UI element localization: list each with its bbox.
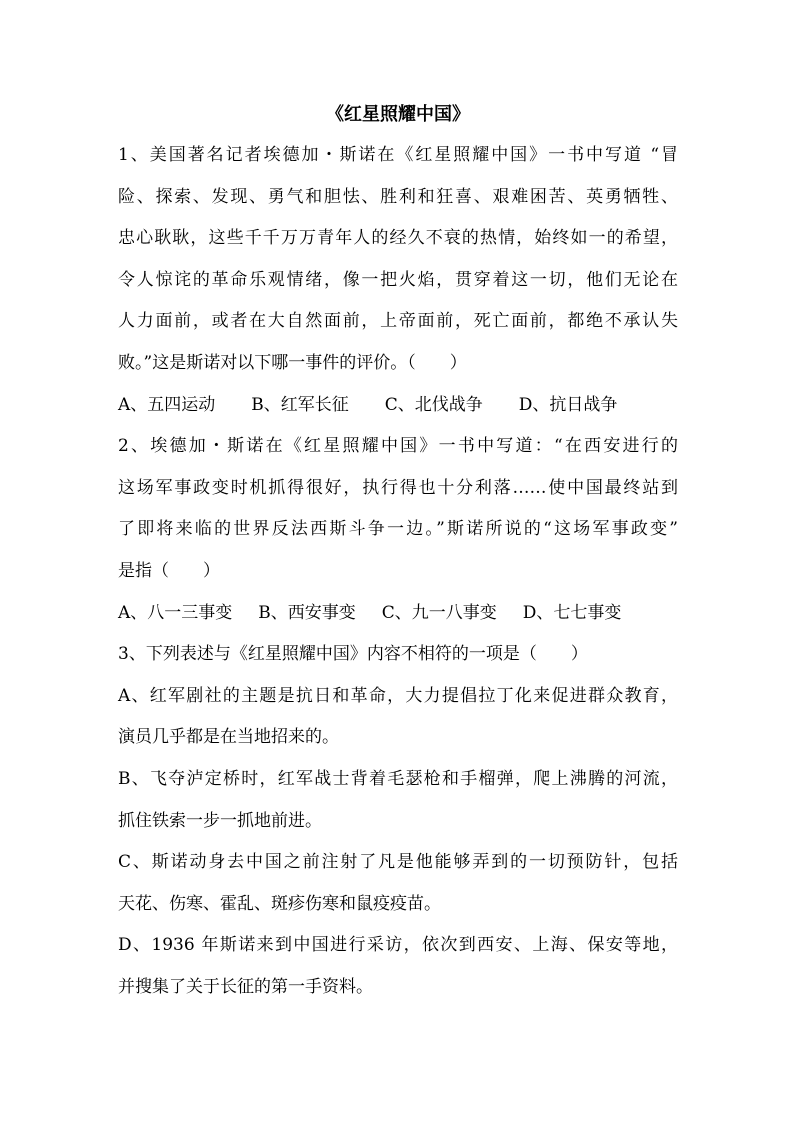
question-2-line-2: 这场军事政变时机抓得很好，执行得也十分利落……使中国最终站到 [118, 477, 678, 498]
question-1-options [118, 385, 678, 427]
question-2-line-3: 了即将来临的世界反法西斯斗争一边。”斯诺所说的“这场军事政变” [118, 519, 678, 540]
question-2-line-1: 2、埃德加・斯诺在《红星照耀中国》一书中写道：“在西安进行的 [118, 436, 678, 457]
question-1-option-a: A、五四运动 [118, 394, 216, 415]
question-2 [118, 426, 678, 634]
question-3-line-2: A、红军剧社的主题是抗日和革命，大力提倡拉丁化来促进群众教育， [118, 685, 678, 706]
question-1-line-1: 1、美国著名记者埃德加・斯诺在《红星照耀中国》一书中写道 “冒 [118, 145, 678, 165]
question-1-line-6: 败。”这是斯诺对以下哪一事件的评价。（ ） [118, 352, 467, 373]
question-1-option-d: D、抗日战争 [518, 394, 618, 415]
document-page [118, 95, 678, 1008]
question-3-line-9: 并搜集了关于长征的第一手资料。 [118, 976, 373, 997]
question-1 [118, 135, 678, 426]
question-1-option-c: C、北伐战争 [384, 394, 483, 415]
question-3-line-1: 3、下列表述与《红星照耀中国》内容不相符的一项是（ ） [118, 644, 588, 665]
question-1-line-5: 人力面前，或者在大自然面前，上帝面前，死亡面前，都绝不承认失 [118, 311, 678, 332]
question-1-line-3: 忠心耿耿，这些千千万万青年人的经久不衰的热情，始终如一的希望， [118, 228, 678, 249]
question-3-line-3: 演员几乎都是在当地招来的。 [118, 727, 339, 748]
question-3-line-7: 天花、伤寒、霍乱、斑疹伤寒和鼠疫疫苗。 [118, 893, 441, 914]
question-2-option-d: D、七七事变 [522, 602, 622, 623]
question-1-line-4: 令人惊诧的革命乐观情绪，像一把火焰，贯穿着这一切，他们无论在 [118, 269, 678, 290]
question-2-line-4: 是指（ ） [118, 560, 220, 581]
question-2-options [118, 593, 678, 635]
question-2-option-a: A、八一三事变 [118, 602, 233, 623]
question-3-line-4: B、飞夺泸定桥时，红军战士背着毛瑟枪和手榴弹，爬上沸腾的河流， [118, 768, 678, 789]
question-3-line-8: D、1936 年斯诺来到中国进行采访，依次到西安、上海、保安等地， [118, 935, 678, 956]
question-3-line-6: C、斯诺动身去中国之前注射了凡是他能够弄到的一切预防针，包括 [118, 852, 678, 873]
question-1-option-b: B、红军长征 [251, 394, 349, 415]
question-3 [118, 634, 678, 1008]
question-2-option-c: C、九一八事变 [381, 602, 497, 623]
question-3-line-5: 抓住铁索一步一抓地前进。 [118, 810, 322, 831]
document-title: 《红星照耀中国》 [326, 104, 470, 125]
question-1-line-2: 险、探索、发现、勇气和胆怯、胜利和狂喜、艰难困苦、英勇牺牲、 [118, 186, 678, 207]
question-2-option-b: B、西安事变 [258, 602, 356, 623]
